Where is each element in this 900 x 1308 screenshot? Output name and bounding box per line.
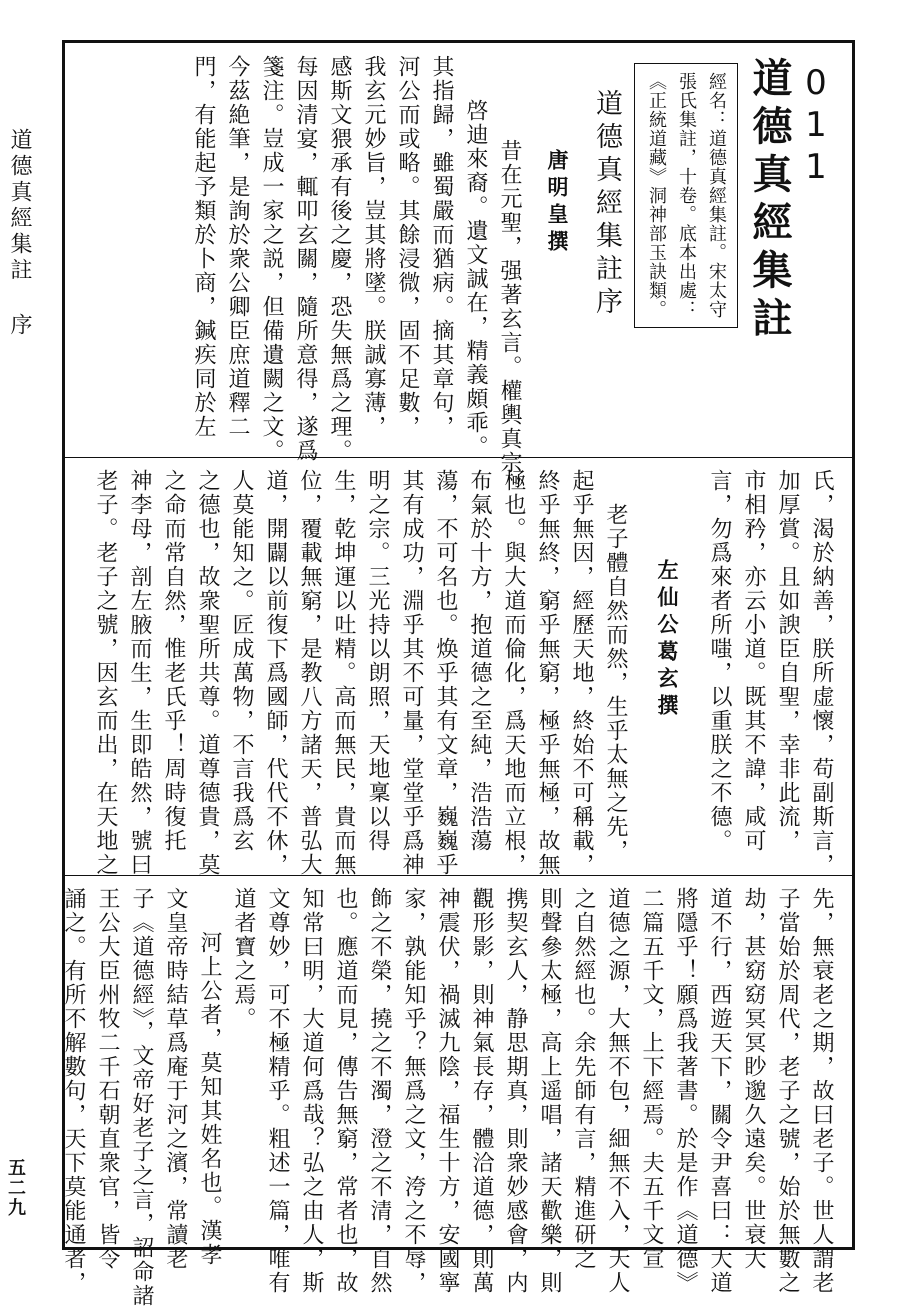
text-column: 河公而或略。其餘浸微，固不足數， (395, 55, 420, 439)
text-column: 文皇帝時結草爲庵于河之濱，常讀老 (163, 887, 188, 1271)
text-column: 道不行，西遊天下，關令尹喜曰：大道 (707, 887, 732, 1295)
text-column: 啓迪來裔。遺文誠在，精義頗乖。 (463, 99, 488, 459)
text-column: 老子體自然而然，生乎太無之先， (603, 503, 628, 863)
text-column: 其指歸，雖蜀嚴而猶病。摘其章句， (429, 55, 454, 439)
text-column: 生，乾坤運以吐精。高而無民，貴而無 (331, 469, 356, 877)
text-column: 子當始於周代，老子之號，始於無數之 (775, 887, 800, 1295)
preface-heading: 道德真經集註序 (591, 89, 622, 320)
bibliography-box (634, 63, 738, 328)
text-column: 知常曰明，大道何爲哉？弘之由人，斯 (299, 887, 324, 1295)
preface-author: 唐明皇撰 (545, 149, 570, 257)
running-title: 道德真經集註 序 (7, 128, 32, 339)
text-column: 極也。與大道而倫化，爲天地而立根， (501, 469, 526, 877)
text-column: 人莫能知之。匠成萬物，不言我爲玄 (229, 469, 254, 853)
text-column: 觀形影，則神氣長存，體洽道德，則萬 (469, 887, 494, 1295)
text-column: 起乎無因，經歷天地，終始不可稱載， (569, 469, 594, 877)
text-column: 携契玄人，静思期真，則衆妙感會，内 (503, 887, 528, 1295)
text-column: 老子。老子之號，因玄而出，在天地之 (93, 469, 118, 877)
entry-number: 011 (796, 63, 836, 189)
text-column: 文尊妙，可不極精乎。粗述一篇，唯有 (265, 887, 290, 1295)
text-column: 蕩，不可名也。焕乎其有文章，巍巍乎 (433, 469, 458, 877)
section-author: 左仙公葛玄撰 (655, 559, 680, 721)
middle-panel (65, 463, 852, 875)
text-column: 感斯文猥承有後之慶，恐失無爲之理。 (327, 55, 352, 463)
text-column: 言，勿爲來者所嗤，以重朕之不德。 (707, 469, 732, 853)
bibliography-line: 張氏集註，十卷。底本出處： (676, 72, 697, 319)
text-column: 子《道德經》，文帝好老子之言，詔命諸 (129, 887, 154, 1308)
text-column: 箋注。豈成一家之説，但備遺闕之文。 (259, 55, 284, 463)
text-column: 也。應道而見，傳告無窮，常者也，故 (333, 887, 358, 1295)
text-column: 將隱乎！願爲我著書。於是作《道德》 (673, 887, 698, 1295)
text-column: 之德也，故衆聖所共尊。道尊德貴，莫 (195, 469, 220, 877)
text-column: 神震伏，禍滅九陰，福生十方，安國寧 (435, 887, 460, 1295)
text-column: 其有成功，淵乎其不可量，堂堂乎爲神 (399, 469, 424, 877)
text-column: 加厚賞。且如諛臣自聖，幸非此流， (775, 469, 800, 853)
text-column: 二篇五千文，上下經焉。夫五千文宣 (639, 887, 664, 1271)
text-column: 終乎無終，窮乎無窮，極乎無極，故無 (535, 469, 560, 877)
text-column: 市相矜，亦云小道。既其不諱，咸可 (741, 469, 766, 853)
text-column: 家，孰能知乎？無爲之文，洿之不辱， (401, 887, 426, 1295)
text-column: 誦之。有所不解數句，天下莫能通者， (61, 887, 86, 1295)
bottom-panel (61, 881, 852, 1308)
bibliography-line: 經名：道德真經集註。宋太守 (706, 72, 727, 319)
text-column: 我玄元妙旨，豈其將墜。朕誠寡薄， (361, 55, 386, 439)
text-column: 氏，渴於納善，朕所虚懷，苟副斯言， (809, 469, 834, 877)
text-column: 飾之不榮，撓之不濁，澄之不清，自然 (367, 887, 392, 1295)
text-column: 劫，甚窈窈冥冥眇邈久遠矣。世衰大 (741, 887, 766, 1271)
text-column: 河上公者，莫知其姓名也。漢孝 (197, 931, 222, 1267)
page-frame (61, 40, 855, 1308)
text-column: 今茲絶筆，是詢於衆公卿臣庶道釋二 (225, 55, 250, 439)
text-column: 道者寶之焉。 (231, 887, 256, 1031)
text-column: 則聲參太極，高上遥唱，諸天歡樂，則 (537, 887, 562, 1295)
page-number: 五二九 (5, 1158, 26, 1218)
text-column: 門，有能起予類於卜商，鍼疾同於左 (191, 55, 216, 439)
text-column: 昔在元聖，强著玄言。權輿真宗， (497, 139, 522, 499)
top-panel (65, 49, 852, 499)
text-column: 道，開闢以前復下爲國師，代代不休， (263, 469, 288, 877)
text-column: 先，無衰老之期，故曰老子。世人謂老 (809, 887, 834, 1295)
text-column: 明之宗。三光持以朗照，天地稟以得 (365, 469, 390, 853)
text-column: 之命而常自然，惟老氏乎！周時復托 (161, 469, 186, 853)
text-column: 每因清宴，輒叩玄關，隨所意得，遂爲 (293, 55, 318, 463)
text-column: 王公大臣州牧二千石朝直衆官，皆令 (95, 887, 120, 1271)
text-column: 位，覆載無窮，是教八方諸天，普弘大 (297, 469, 322, 877)
text-column: 布氣於十方，抱道德之至純，浩浩蕩 (467, 469, 492, 853)
entry-title: 道德真經集註 (746, 57, 793, 345)
text-column: 之自然經也。余先師有言，精進研之 (571, 887, 596, 1271)
text-column: 神李母，剖左腋而生，生即皓然，號曰 (127, 469, 152, 877)
bibliography-line: 《正統道藏》洞神部玉訣類。 (646, 72, 667, 319)
text-column: 道德之源，大無不包，細無不入，天人 (605, 887, 630, 1295)
